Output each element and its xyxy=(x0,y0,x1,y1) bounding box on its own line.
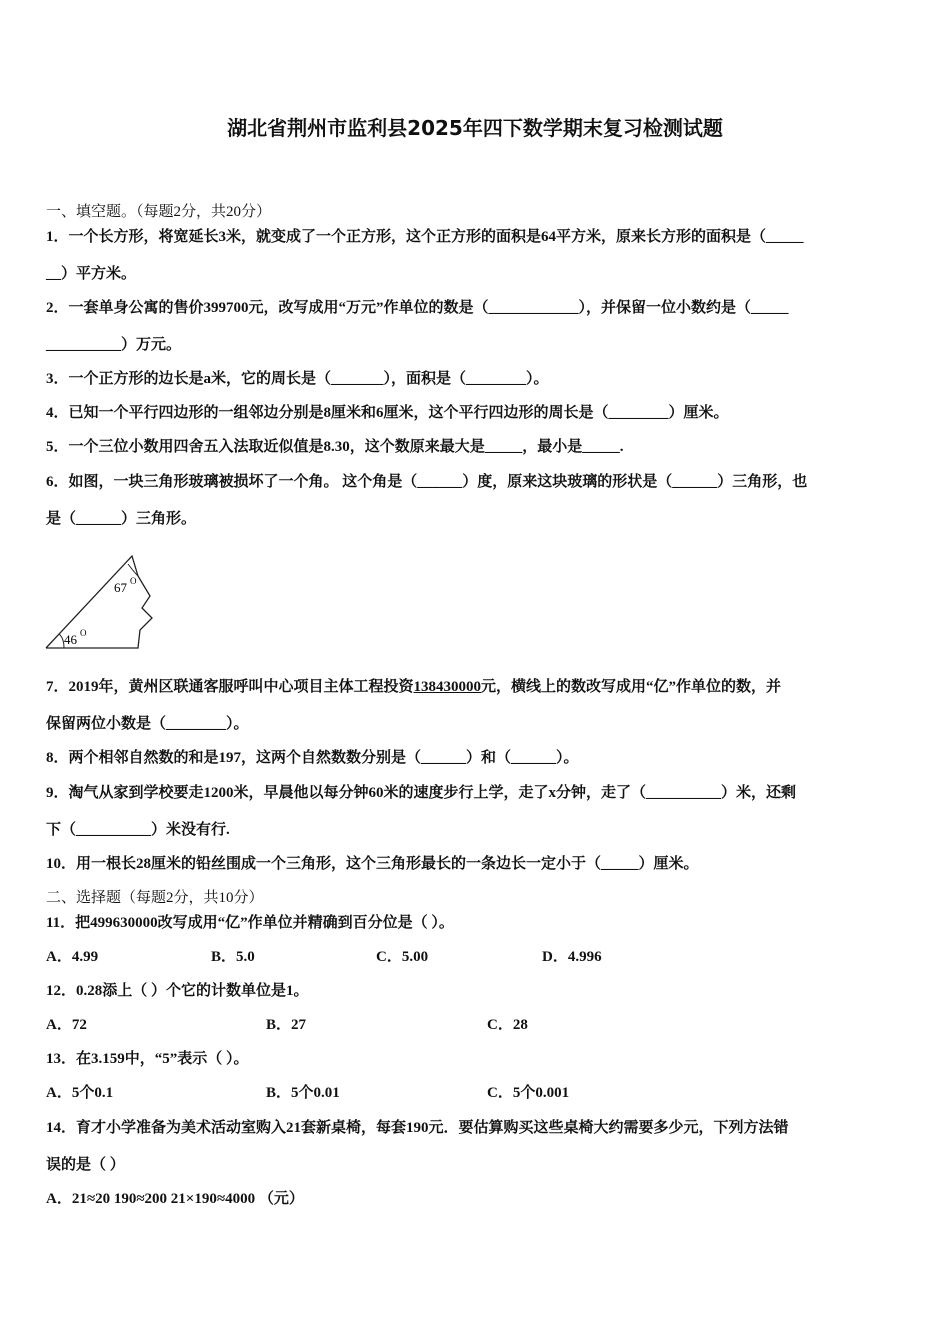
question-14-line-1: 14．育才小学准备为美术活动室购入21套新桌椅，每套190元．要估算购买这些桌椅大约需要多少元，下列方法错 xyxy=(46,1120,789,1136)
q11-option-c[interactable]: C．5.00 xyxy=(376,949,429,965)
question-3: 3．一个正方形的边长是a米，它的周长是（_______），面积是（________）。 xyxy=(46,371,549,387)
question-11: 11．把499630000改写成用“亿”作单位并精确到百分位是（ ）。 xyxy=(46,915,454,931)
q11-option-d[interactable]: D．4.996 xyxy=(542,949,602,965)
section-heading-fill-blank: 一、填空题。（每题2分，共20分） xyxy=(46,204,272,220)
angle-label-bottom: 46 xyxy=(64,632,77,647)
question-12: 12．0.28添上（ ）个它的计数单位是1。 xyxy=(46,983,309,999)
q14-option-a[interactable]: A．21≈20 190≈200 21×190≈4000 （元） xyxy=(46,1191,304,1207)
question-4: 4．已知一个平行四边形的一组邻边分别是8厘米和6厘米，这个平行四边形的周长是（________）厘米。 xyxy=(46,405,729,421)
question-1-line-2: __）平方米。 xyxy=(46,266,137,282)
question-1-line-1: 1．一个长方形，将宽延长3米，就变成了一个正方形，这个正方形的面积是64平方米，原来长方形的面积是（_____ xyxy=(46,229,804,245)
question-7-text-post: 元，横线上的数改写成用“亿”作单位的数，并 xyxy=(481,679,782,695)
question-10: 10．用一根长28厘米的铅丝围成一个三角形，这个三角形最长的一条边长一定小于（_____）厘米。 xyxy=(46,856,699,872)
question-7-line-1 xyxy=(46,677,781,697)
question-2-line-2: __________）万元。 xyxy=(46,337,182,353)
triangle-outline xyxy=(46,556,152,648)
question-5: 5．一个三位小数用四舍五入法取近似值是8.30，这个数原来最大是_____，最小是_____. xyxy=(46,439,624,455)
angle-label-top: 67 xyxy=(114,580,127,595)
question-6-line-2: 是（______）三角形。 xyxy=(46,511,197,527)
degree-mark-bottom: O xyxy=(80,628,87,638)
question-6-line-1: 6．如图，一块三角形玻璃被损坏了一个角。 这个角是（______）度，原来这块玻璃的形状是（______）三角形，也 xyxy=(46,474,808,490)
question-2-line-1: 2．一套单身公寓的售价399700元，改写成用“万元”作单位的数是（____________），并保留一位小数约是（_____ xyxy=(46,300,789,316)
q11-option-a[interactable]: A．4.99 xyxy=(46,949,99,965)
question-7-text-pre: 7．2019年，黄州区联通客服呼叫中心项目主体工程投资 xyxy=(46,679,414,695)
question-7-line-2: 保留两位小数是（________）。 xyxy=(46,716,249,732)
section-heading-multiple-choice: 二、选择题（每题2分，共10分） xyxy=(46,890,264,906)
q12-option-b[interactable]: B．27 xyxy=(266,1017,307,1033)
page-title: 湖北省荆州市监利县2025年四下数学期末复习检测试题 xyxy=(227,116,723,140)
q12-option-a[interactable]: A．72 xyxy=(46,1017,87,1033)
q13-option-b[interactable]: B．5个0.01 xyxy=(266,1085,340,1101)
q13-option-c[interactable]: C．5个0.001 xyxy=(487,1085,570,1101)
q13-option-a[interactable]: A．5个0.1 xyxy=(46,1085,114,1101)
question-14-line-2: 误的是（ ） xyxy=(46,1157,125,1173)
degree-mark-top: O xyxy=(130,576,137,586)
question-9-line-1: 9．淘气从家到学校要走1200米，早晨他以每分钟60米的速度步行上学，走了x分钟，走了（__________）米，还剩 xyxy=(46,785,797,801)
question-9-line-2: 下（__________）米没有行. xyxy=(46,822,230,838)
question-13: 13．在3.159中，“5”表示（ ）。 xyxy=(46,1051,249,1067)
q11-option-b[interactable]: B．5.0 xyxy=(211,949,255,965)
q12-option-c[interactable]: C．28 xyxy=(487,1017,528,1033)
broken-triangle-figure xyxy=(42,552,162,652)
question-8: 8．两个相邻自然数的和是197，这两个自然数数分别是（______）和（______）。 xyxy=(46,750,579,766)
question-7-underlined-number: 138430000 xyxy=(413,679,482,695)
